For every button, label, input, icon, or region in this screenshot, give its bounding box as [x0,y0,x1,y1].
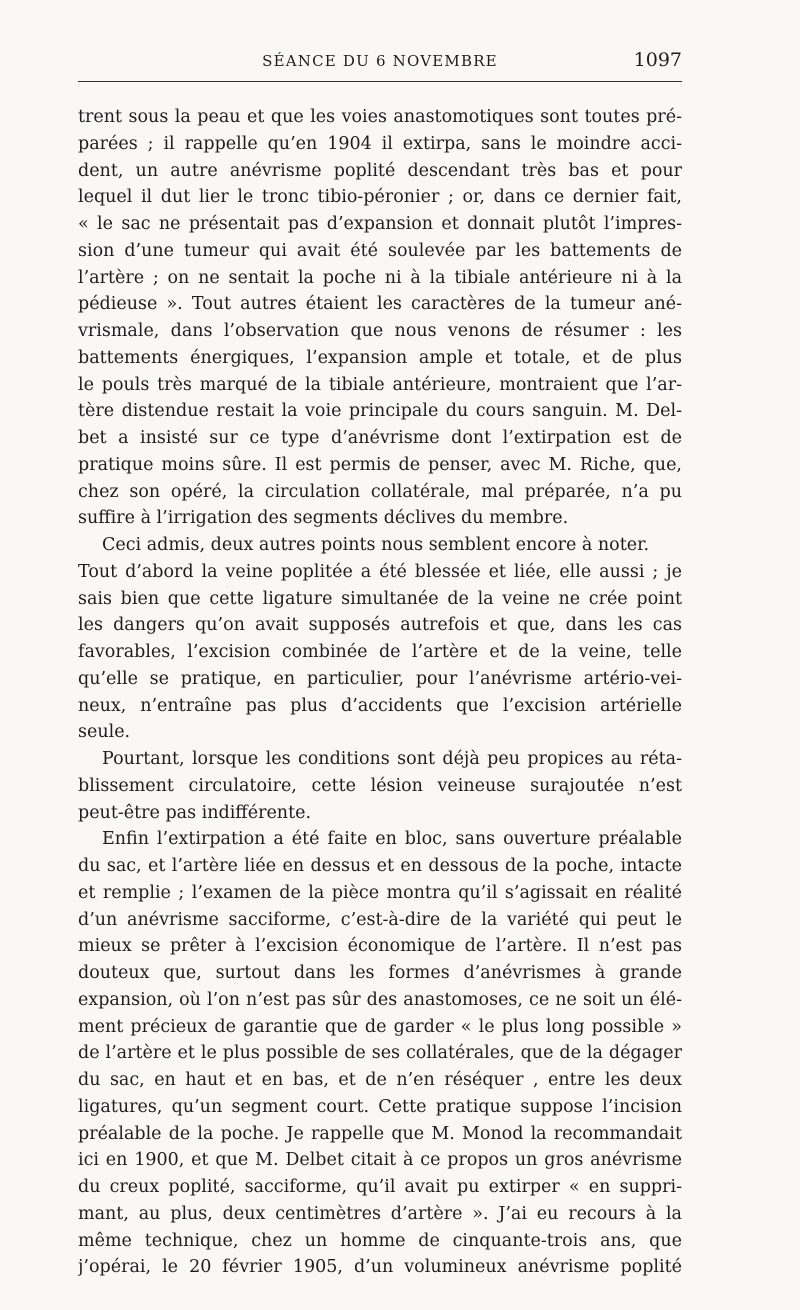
text-line: lequel il dut lier le tronc tibio-péronier ; or, dans ce dernier fait, [78,187,682,208]
text-line: Ceci admis, deux autres points nous semblent encore à noter. [102,535,650,555]
text-line: de l’artère et le plus possible de ses collatérales, que de la dégager [78,1043,682,1064]
header-rule [78,81,682,82]
text-line: tère distendue restait la voie principale du cours sanguin. M. Del- [78,401,682,422]
page-header [78,50,682,74]
text-line: peut-être pas indifférente. [78,802,312,823]
text-line: blissement circulatoire, cette lésion veineuse surajoutée n’est [78,775,682,796]
text-line: battements énergiques, l’expansion ample et totale, et de plus [78,347,682,368]
text-line: pratique moins sûre. Il est permis de penser, avec M. Riche, que, [78,454,682,475]
text-line: seule. [78,722,131,743]
text-line: « le sac ne présentait pas d’expansion et donnait plutôt l’impres- [78,214,682,234]
text-line: mant, au plus, deux centimètres d’artère ». J’ai eu recours à la [78,1203,682,1224]
text-line: l’artère ; on ne sentait la poche ni à la tibiale antérieure ni à la [78,267,682,288]
text-line: douteux que, surtout dans les formes d’anévrismes à grande [78,963,682,983]
text-line: ici en 1900, et que M. Delbet citait à ce propos un gros anévrisme [78,1150,682,1171]
text-line: chez son opéré, la circulation collatérale, mal préparée, n’a pu [78,481,682,502]
text-line: bet a insisté sur ce type d’anévrisme dont l’extirpation est de [78,428,682,448]
text-line: le pouls très marqué de la tibiale antérieure, montraient que l’ar- [78,374,682,395]
text-line: du creux poplité, sacciforme, qu’il avait pu extirper « en suppri- [78,1177,682,1197]
text-line: j’opérai, le 20 février 1905, d’un volumineux anévrisme poplité [78,1257,682,1278]
text-line: ment précieux de garantie que de garder « le plus long possible » [78,1016,682,1037]
text-line: pédieuse ». Tout autres étaient les caractères de la tumeur ané- [78,294,682,315]
text-line: dent, un autre anévrisme poplité descendant très bas et pour [78,160,682,181]
body-text [78,104,682,1281]
text-line: expansion, où l’on n’est pas sûr des anastomoses, ce ne soit un élé- [78,989,682,1010]
text-line: qu’elle se pratique, en particulier, pour l’anévrisme artério-vei- [78,668,682,689]
text-line: Tout d’abord la veine poplitée a été blessée et liée, elle aussi ; je [78,561,682,582]
text-line: Pourtant, lorsque les conditions sont déjà peu propices au réta- [102,749,682,769]
page-number: 1097 [633,49,682,71]
text-line: sais bien que cette ligature simultanée de la veine ne crée point [78,588,682,609]
text-line: suffire à l’irrigation des segments déclives du membre. [78,508,569,529]
text-line: du sac, en haut et en bas, et de n’en réséquer , entre les deux [78,1070,682,1090]
text-line: et remplie ; l’examen de la pièce montra qu’il s’agissait en réalité [78,882,682,903]
text-line: parées ; il rappelle qu’en 1904 il extirpa, sans le moindre acci- [78,133,682,154]
text-line: neux, n’entraîne pas plus d’accidents que l’excision artérielle [78,695,682,716]
text-line: les dangers qu’on avait supposés autrefois et que, dans les cas [78,615,682,636]
text-line: mieux se prêter à l’excision économique de l’artère. Il n’est pas [78,936,682,957]
text-line: trent sous la peau et que les voies anastomotiques sont toutes pré- [78,107,682,127]
text-line: favorables, l’excision combinée de l’artère et de la veine, telle [78,642,682,662]
text-line: sion d’une tumeur qui avait été soulevée par les battements de [78,240,682,261]
text-line: du sac, et l’artère liée en dessus et en dessous de la poche, intacte [78,856,682,876]
text-line: ligatures, qu’un segment court. Cette pratique suppose l’incision [78,1096,682,1117]
text-line: Enfin l’extirpation a été faite en bloc, sans ouverture préalable [102,829,682,850]
text-line: vrismale, dans l’observation que nous venons de résumer : les [78,321,682,341]
running-head: SÉANCE DU 6 NOVEMBRE [262,52,498,70]
text-line: même technique, chez un homme de cinquante-trois ans, que [78,1230,682,1251]
text-line: préalable de la poche. Je rappelle que M. Monod la recommandait [78,1123,682,1144]
text-line: d’un anévrisme sacciforme, c’est-à-dire de la variété qui peut le [78,909,682,930]
